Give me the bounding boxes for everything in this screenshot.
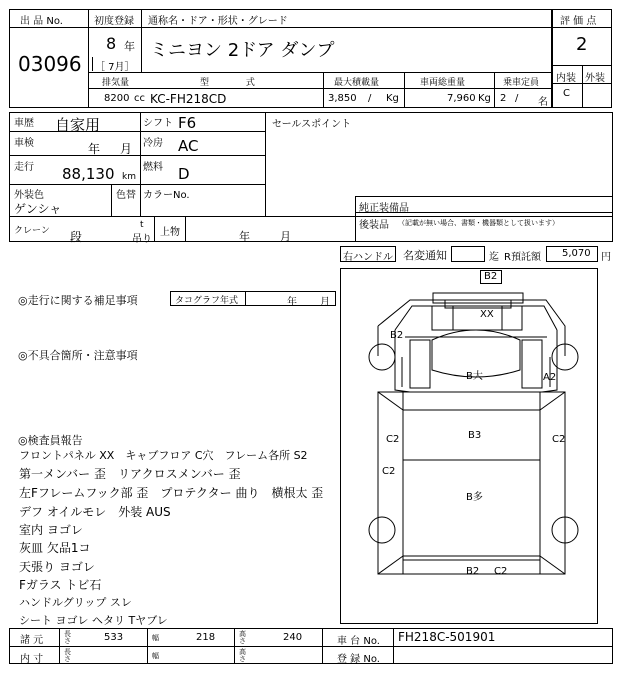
divider (322, 628, 323, 664)
damage-label: B多 (466, 492, 483, 503)
tachograph-year: 年 (287, 297, 297, 308)
divider (9, 646, 613, 647)
lot-number: 03096 (18, 52, 82, 76)
mileage-value: 88,130 (62, 165, 115, 183)
damage-label: C2 (386, 434, 400, 445)
damage-label: B2 (466, 566, 480, 577)
camper-month: 月 (280, 230, 291, 243)
slash: / (368, 93, 372, 104)
divider (147, 628, 148, 664)
damage-label: C2 (382, 466, 396, 477)
standard-equipment-label: 純正装備品 (359, 203, 409, 214)
name-change-label: 名変通知 (403, 249, 447, 262)
chassis-label: 車 台 No. (337, 636, 380, 647)
divider (92, 57, 93, 71)
width-label: 幅 (152, 652, 159, 660)
length-label: 長さ (64, 648, 71, 663)
length-value: 533 (104, 632, 124, 643)
report-line: 左Fフレームフック部 歪 プロテクター 曲り 横根太 歪 (19, 486, 324, 500)
divider (265, 112, 266, 216)
crane-ton: t (140, 220, 144, 230)
damage-label: XX (480, 309, 494, 320)
divider (140, 112, 141, 216)
divider (552, 27, 612, 28)
divider (154, 216, 155, 242)
inspection-year: 年 (88, 142, 101, 156)
divider (245, 291, 246, 306)
model-grade-label: 通称名・ドア・形状・グレード (148, 16, 288, 27)
crane-stage: 段 (70, 230, 83, 244)
damage-label: B大 (466, 371, 483, 382)
divider (88, 27, 552, 28)
recycle-label: R預託額 (504, 252, 541, 263)
crane-hook: 吊り (132, 234, 152, 245)
shift-label: シフト (143, 118, 173, 129)
divider (9, 184, 265, 185)
aftermarket-note: （記載が無い場合、書類・機器類として扱います） (398, 219, 559, 227)
displacement-label: 排気量 (102, 78, 130, 88)
displacement-unit: cc (134, 93, 145, 104)
height-value: 240 (283, 632, 303, 643)
crane-label: クレーン (14, 226, 50, 236)
year-unit: 年 (124, 40, 135, 53)
divider (88, 72, 552, 73)
divider (323, 72, 324, 108)
divider (9, 216, 613, 217)
capacity-label: 乗車定員 (503, 78, 540, 88)
gross-weight-unit: Kg (478, 93, 491, 104)
color-value: ゲンシャ (14, 202, 62, 216)
damage-label: C2 (494, 566, 508, 577)
score-label: 評 価 点 (560, 16, 597, 27)
score-value: 2 (576, 34, 588, 55)
divider (59, 628, 60, 664)
displacement-value: 8200 (104, 93, 130, 104)
registration-month: ［ 7月］ (95, 62, 135, 73)
report-line: ハンドルグリップ スレ (19, 596, 132, 609)
history-value: 自家用 (55, 116, 101, 134)
gross-weight-value: 7,960 (447, 93, 476, 104)
registration-label: 登 録 No. (337, 654, 380, 665)
height-label: 高さ (239, 648, 246, 663)
shift-value: F6 (178, 114, 197, 132)
divider (494, 72, 495, 108)
color-code-label: カラーNo. (143, 190, 190, 201)
damage-label: B3 (468, 430, 482, 441)
lot-number-label: 出 品 No. (20, 16, 63, 27)
registration-year: 8 (106, 34, 117, 53)
model-code-label: 型 式 (200, 78, 255, 88)
mileage-unit: km (122, 172, 136, 182)
model-code: KC-FH218CD (150, 92, 227, 106)
divider (9, 27, 89, 28)
divider (185, 216, 186, 242)
report-line: Fガラス トビ石 (19, 578, 102, 592)
mileage-label: 走行 (14, 162, 34, 173)
report-line: シート ヨゴレ ヘタリ Tヤブレ (19, 614, 168, 627)
history-label: 車歴 (14, 118, 34, 129)
divider (393, 628, 394, 664)
color-label: 外装色 (14, 190, 44, 201)
dimensions-label: 諸 元 (20, 635, 44, 646)
slash: / (515, 93, 519, 104)
vehicle-name: ミニヨン 2ドア ダンプ (150, 40, 335, 61)
damage-label: A2 (543, 372, 557, 383)
aftermarket-label: 後装品 (359, 220, 389, 231)
color-change-label: 色替 (116, 190, 136, 201)
report-line: 灰皿 欠品1コ (19, 541, 91, 555)
damage-label: B2 (484, 271, 498, 282)
length-label: 長さ (64, 630, 71, 645)
max-load-label: 最大積載量 (334, 78, 380, 88)
max-load-value: 3,850 (328, 93, 357, 104)
divider (582, 65, 583, 108)
divider (355, 196, 356, 242)
tachograph-label: タコグラフ年式 (175, 296, 239, 306)
capacity-unit: 名 (538, 97, 548, 108)
chassis-number: FH218C-501901 (398, 630, 496, 644)
divider (88, 88, 552, 89)
exterior-label: 外装 (585, 73, 605, 84)
inspector-report-heading: ◎検査員報告 (18, 434, 83, 447)
driving-notes-heading: ◎走行に関する補足事項 (18, 294, 138, 307)
damage-label: C2 (552, 434, 566, 445)
gross-weight-label: 車両総重量 (420, 78, 466, 88)
defects-heading: ◎不具合箇所・注意事項 (18, 349, 138, 362)
capacity-value: 2 (500, 93, 507, 104)
recycle-value: 5,070 (562, 248, 591, 259)
width-value: 218 (196, 632, 216, 643)
report-line: 天張り ヨゴレ (19, 560, 95, 574)
interior-dimensions-label: 内 寸 (20, 654, 44, 665)
divider (404, 72, 405, 108)
max-load-unit: Kg (386, 93, 399, 104)
divider (9, 131, 265, 132)
width-label: 幅 (152, 634, 159, 642)
ac-value: AC (178, 137, 199, 155)
inspection-month: 月 (120, 142, 133, 156)
fuel-label: 燃料 (143, 162, 163, 173)
camper-year: 年 (239, 230, 250, 243)
tax-prefix: 迄 (489, 252, 499, 263)
first-registration-label: 初度登録 (94, 16, 134, 27)
divider (9, 155, 265, 156)
report-line: デフ オイルモレ 外装 AUS (19, 505, 171, 519)
divider (234, 628, 235, 664)
divider (355, 196, 613, 197)
report-line: 室内 ヨゴレ (19, 523, 83, 537)
interior-grade: C (563, 88, 570, 99)
recycle-unit: 円 (601, 252, 611, 263)
tachograph-month: 月 (320, 297, 330, 308)
height-label: 高さ (239, 630, 246, 645)
damage-label: B2 (390, 330, 404, 341)
sales-point-label: セールスポイント (272, 119, 352, 130)
fuel-value: D (178, 165, 190, 183)
camper-label: 上物 (160, 227, 180, 238)
name-change-field (451, 246, 485, 262)
interior-label: 内装 (556, 73, 576, 84)
report-line: フロントパネル XX キャブフロア C穴 フレーム各所 S2 (19, 449, 308, 462)
inspection-label: 車検 (14, 138, 34, 149)
ac-label: 冷房 (143, 138, 163, 149)
rhd-label: 右ハンドル (343, 252, 393, 263)
report-line: 第一メンバー 歪 リアクロスメンバー 歪 (19, 467, 241, 481)
divider (111, 184, 112, 216)
divider (141, 9, 142, 72)
